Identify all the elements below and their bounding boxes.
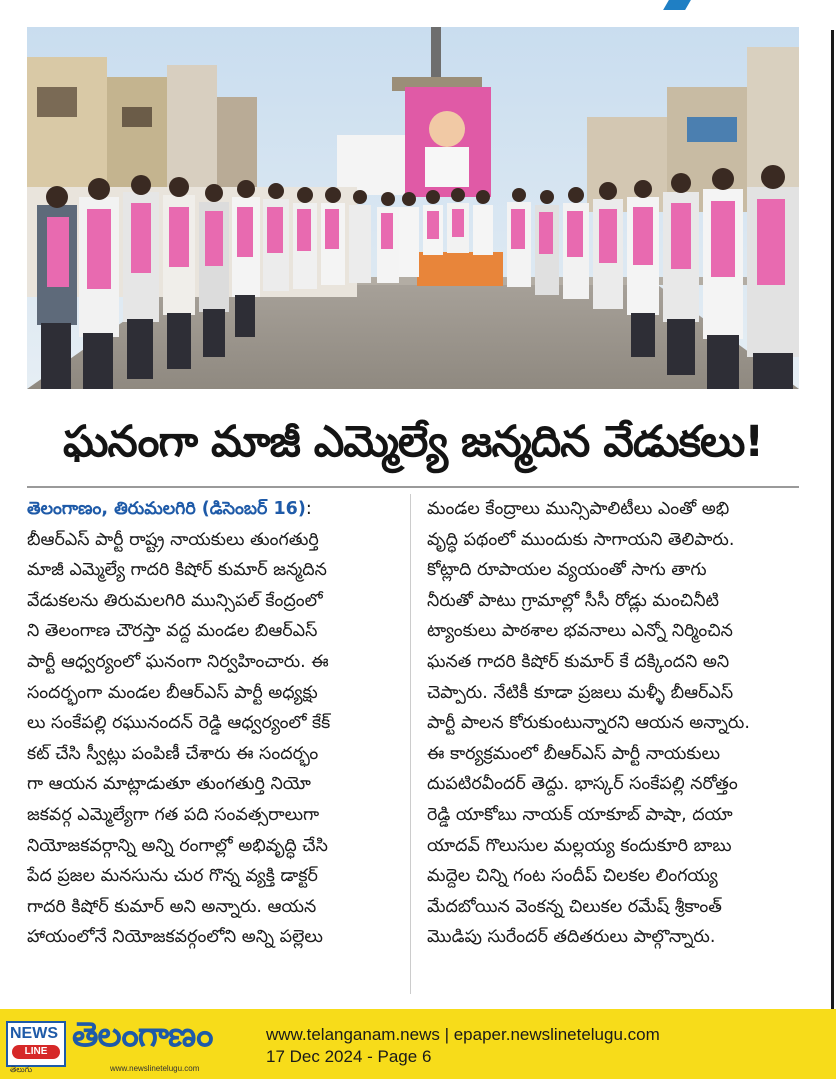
- article-line: వృద్ధి పథంలో ముందుకు సాగాయని తెలిపారు.: [427, 529, 735, 550]
- article-line: ట్యాంకులు పాఠశాల భవనాలు ఎన్నో నిర్మించిన: [427, 621, 733, 642]
- brand-url[interactable]: www.newslinetelugu.com: [110, 1064, 200, 1073]
- article-line: దుపటిరవీందర్ తెద్దు. భాస్కర్ సంకేపల్లి నరోత్తం: [427, 774, 738, 795]
- article-line: ఘనత గాదరి కిషోర్ కుమార్ కే దక్కిందని అని: [427, 651, 730, 672]
- article-line: ఈ కార్యక్రమంలో బీఆర్ఎస్ పార్టీ నాయకులు: [427, 743, 721, 764]
- article-column-right: [427, 494, 799, 953]
- dateline-line: తెలంగాణం, తిరుమలగిరి (డిసెంబర్ 16):: [27, 499, 312, 519]
- article-line: హాయంలోనే నియోజకవర్గంలోని అన్ని పల్లెలు: [27, 927, 323, 948]
- article-line: సందర్భంగా మండల బీఆర్ఎస్ పార్టీ అధ్యక్షు: [27, 682, 318, 703]
- logo-telugu-text: తెలుగు: [10, 1065, 33, 1074]
- logo-line-text: LINE: [12, 1045, 60, 1059]
- article-line: మేదబోయిన వెంకన్న చిలుకల రమేష్ శ్రీకాంత్: [427, 896, 722, 917]
- article-line: కట్ చేసి స్వీట్లు పంపిణీ చేశారు ఈ సందర్భం: [27, 743, 319, 764]
- article-line: చెప్పారు. నేటికీ కూడా ప్రజలు మళ్ళీ బీఆర్ఎస్: [427, 682, 734, 703]
- article-line: నీరుతో పాటు గ్రామాల్లో సీసీ రోడ్లు మంచినీటి: [427, 590, 720, 611]
- event-photo: [27, 27, 799, 389]
- newsline-logo[interactable]: [6, 1021, 66, 1067]
- headline-divider: [27, 486, 799, 488]
- article-line: వేడుకలను తిరుమలగిరి మున్సిపల్ కేంద్రంలో: [27, 590, 323, 611]
- article-line: పార్టీ ఆధ్వర్యంలో ఘనంగా నిర్వహించారు. ఈ: [27, 651, 329, 672]
- window-left-2: [122, 107, 152, 127]
- article-line: ని తెలంగాణ చౌరస్తా వద్ద మండల బిఆర్ఎస్: [27, 621, 318, 642]
- cake-table: [417, 252, 503, 286]
- window-left: [37, 87, 77, 117]
- shop-sign-right: [687, 117, 737, 142]
- article-line: కోట్లాది రూపాయల వ్యయంతో సాగు తాగు: [427, 560, 707, 581]
- article-line: పేద ప్రజల మనసును చుర గొన్న వ్యక్తి డాక్టర్: [27, 866, 318, 887]
- article-line: గా ఆయన మాట్లాడుతూ తుంగతుర్తి నియో: [27, 774, 311, 795]
- article-line: మాజీ ఎమ్మెల్యే గాదరి కిషోర్ కుమార్ జన్మదిన: [27, 560, 327, 581]
- article-line: మద్దెల చిన్ని గంట సందీప్ చిలకల లింగయ్య: [427, 866, 718, 887]
- article-line: రెడ్డి యాకోబు నాయక్ యాకూబ్ పాషా, దయా: [427, 804, 733, 825]
- headline: ఘనంగా మాజీ ఎమ్మెల్యే జన్మదిన వేడుకలు!: [62, 417, 763, 467]
- logo-news-text: NEWS: [10, 1025, 58, 1042]
- edition-date: 17 Dec 2024 - Page 6: [266, 1047, 432, 1066]
- banner-portrait-shirt: [425, 147, 469, 187]
- article-line: బీఆర్ఎస్ పార్టీ రాష్ట్ర నాయకులు తుంగతుర్తి: [27, 529, 319, 550]
- banner-portrait: [429, 111, 465, 147]
- column-divider: [410, 494, 411, 994]
- footer-links[interactable]: www.telanganam.news | epaper.newslinetelugu.com: [266, 1025, 660, 1044]
- article-line: పార్టీ పాలన కోరుకుంటున్నారని ఆయన అన్నారు.: [427, 713, 750, 734]
- telanganam-brand: తెలంగాణం: [72, 1015, 213, 1055]
- article-line: లు సంకేపల్లి రఘునందన్ రెడ్డి ఆధ్వర్యంలో కేక్: [27, 713, 331, 734]
- article-line: గాదరి కిషోర్ కుమార్ అని అన్నారు. ఆయన: [27, 896, 317, 917]
- article-line: యాదవ్ గొలుసుల మల్లయ్య కందుకూరి బాబు: [427, 835, 732, 856]
- event-photo-illustration: [27, 27, 799, 389]
- top-strip: [0, 0, 836, 12]
- page-edge-rule: [831, 30, 834, 1010]
- article-line: మండల కేంద్రాలు మున్సిపాలిటీలు ఎంతో అభి: [427, 499, 730, 519]
- article-line: మొడిపు సురేందర్ తదితరులు పాల్గొన్నారు.: [427, 927, 716, 948]
- dateline: తెలంగాణం, తిరుమలగిరి (డిసెంబర్ 16): [27, 499, 306, 519]
- footer-bar: [0, 1009, 836, 1079]
- white-tent: [337, 135, 407, 195]
- article-column-left: [27, 494, 399, 953]
- article-line: నియోజకవర్గాన్ని అన్ని రంగాల్లో అభివృద్ధి చేసి: [27, 835, 328, 856]
- article-line: జకవర్గ ఎమ్మెల్యేగా గత పది సంవత్సరాలుగా: [27, 804, 320, 825]
